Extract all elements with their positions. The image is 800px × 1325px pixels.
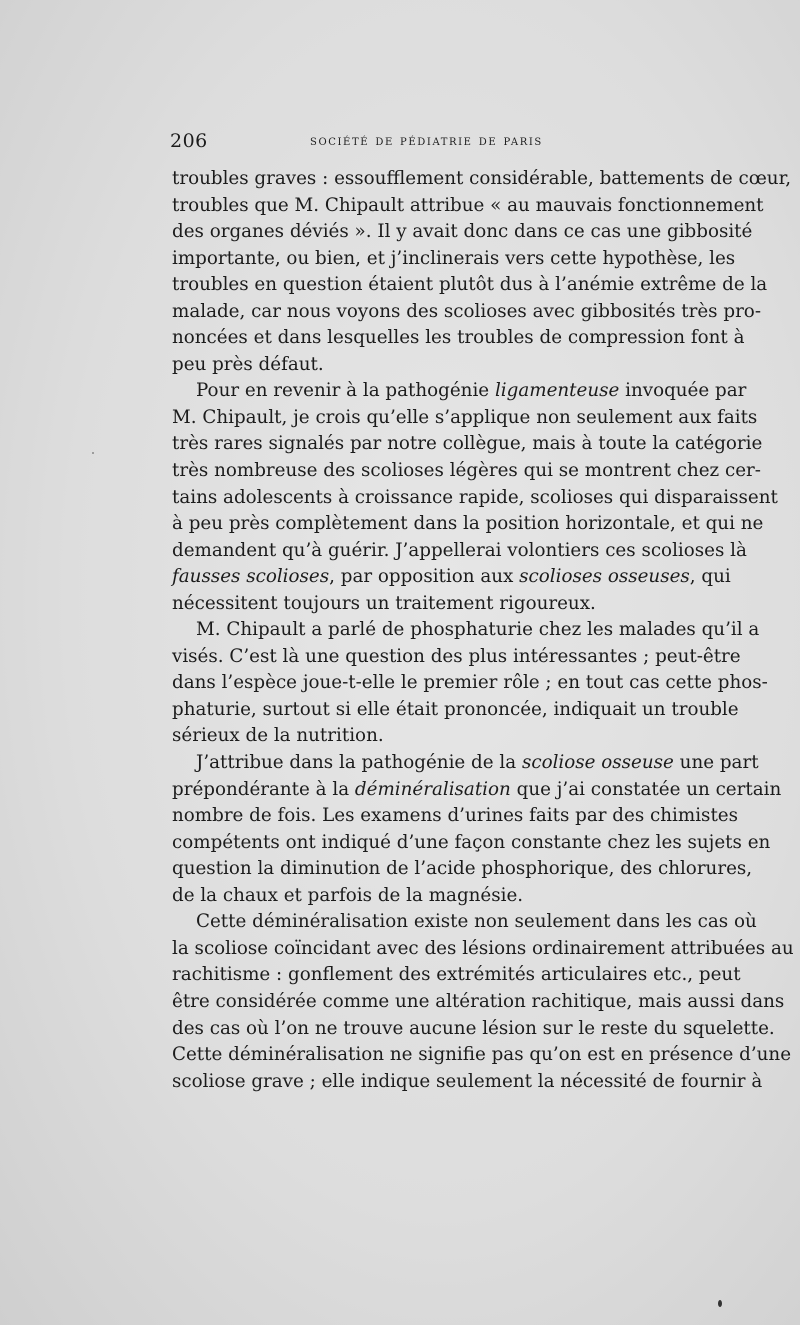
text-line: fausses scolioses, par opposition aux scolioses osseuses, qui bbox=[172, 566, 731, 588]
text-line: tains adolescents à croissance rapide, scolioses qui disparaissent bbox=[172, 486, 778, 508]
text-line: Pour en revenir à la pathogénie ligamenteuse invoquée par bbox=[196, 380, 747, 402]
page-header bbox=[170, 130, 726, 154]
text-line: prépondérante à la déminéralisation que j’ai constatée un certain bbox=[172, 778, 782, 800]
text-line: scoliose grave ; elle indique seulement la nécessité de fournir à bbox=[172, 1070, 763, 1092]
text-line: des cas où l’on ne trouve aucune lésion sur le reste du squelette. bbox=[172, 1017, 775, 1039]
text-line: Cette déminéralisation existe non seulement dans les cas où bbox=[196, 911, 757, 933]
text-line: la scoliose coïncidant avec des lésions ordinairement attribuées au bbox=[172, 937, 794, 959]
text-line: troubles en question étaient plutôt dus à l’anémie extrême de la bbox=[172, 274, 768, 296]
text-line: troubles graves : essoufflement considérable, battements de cœur, bbox=[172, 168, 792, 189]
text-line: M. Chipault, je crois qu’elle s’applique non seulement aux faits bbox=[172, 406, 758, 428]
text-line: troubles que M. Chipault attribue « au mauvais fonctionnement bbox=[172, 194, 764, 216]
text-line: nombre de fois. Les examens d’urines faits par des chimistes bbox=[172, 805, 738, 827]
text-line: nécessitent toujours un traitement rigoureux. bbox=[172, 592, 596, 614]
text-line: importante, ou bien, et j’inclinerais vers cette hypothèse, les bbox=[172, 247, 736, 269]
text-line: des organes déviés ». Il y avait donc dans ce cas une gibbosité bbox=[172, 221, 753, 243]
text-line: malade, car nous voyons des scolioses avec gibbosités très pro- bbox=[172, 300, 761, 322]
text-line: J’attribue dans la pathogénie de la scoliose osseuse une part bbox=[196, 752, 759, 774]
text-line: phaturie, surtout si elle était prononcée, indiquait un trouble bbox=[172, 698, 739, 720]
text-line: à peu près complètement dans la position horizontale, et qui ne bbox=[172, 513, 764, 535]
body-text bbox=[172, 166, 794, 1095]
text-line: rachitisme : gonflement des extrémités articulaires etc., peut bbox=[172, 964, 741, 986]
text-line: compétents ont indiqué d’une façon constante chez les sujets en bbox=[172, 831, 771, 853]
text-line: question la diminution de l’acide phosphorique, des chlorures, bbox=[172, 858, 753, 880]
text-line: peu près défaut. bbox=[172, 353, 324, 375]
scan-speck bbox=[92, 452, 94, 454]
text-line: visés. C’est là une question des plus intéressantes ; peut-être bbox=[172, 645, 741, 667]
scan-speck bbox=[718, 1300, 722, 1307]
running-title: société de pédiatrie de paris bbox=[310, 133, 543, 149]
text-line: dans l’espèce joue-t-elle le premier rôle ; en tout cas cette phos- bbox=[172, 672, 768, 694]
text-line: M. Chipault a parlé de phosphaturie chez les malades qu’il a bbox=[196, 619, 760, 641]
text-line: très rares signalés par notre collègue, mais à toute la catégorie bbox=[172, 433, 763, 455]
text-line: noncées et dans lesquelles les troubles de compression font à bbox=[172, 327, 745, 349]
text-line: sérieux de la nutrition. bbox=[172, 725, 384, 747]
text-line: être considérée comme une altération rachitique, mais aussi dans bbox=[172, 990, 785, 1012]
page-number: 206 bbox=[170, 130, 208, 152]
text-line: de la chaux et parfois de la magnésie. bbox=[172, 884, 524, 906]
text-line: demandent qu’à guérir. J’appellerai volontiers ces scolioses là bbox=[172, 539, 747, 561]
text-line: Cette déminéralisation ne signifie pas qu’on est en présence d’une bbox=[172, 1044, 792, 1066]
text-line: très nombreuse des scolioses légères qui se montrent chez cer- bbox=[172, 460, 761, 482]
